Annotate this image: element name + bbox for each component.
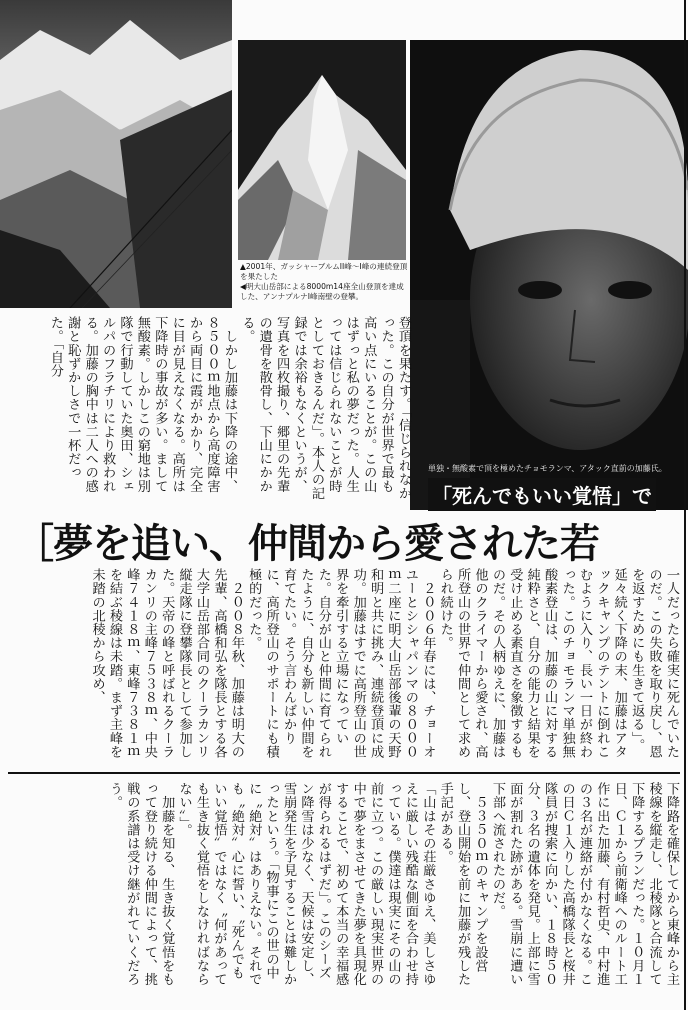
caption-annapurna: ◀明大山岳部による8000m14座全山登頂を達成した、アンナプルナI峰南壁の登攀。 xyxy=(240,282,404,301)
divider-line xyxy=(8,772,680,774)
page-border-right xyxy=(684,0,686,1010)
body-top-block: 登頂を果たす。「信じられなかった。この自分が世界で最も高い点にいることが。この山はずっと私の夢だった。人生っては信じられないことが時としておきるんだ」。本人の記録では余裕もなくというが、写真を四枚撮り、郷里の先輩の遺骨を散骨し、下山にかかる。 しかし加藤は下降の途中、８５００ｍ地点から高度障害から両目に霞がかかり、完全に目が見えなくなる。高所は下降時の事故が多い。まして無酸素。しかしこの窮地は別隊で行動していた奥田、シェルパのフラチリにより救われる。加藤の胸中は二人への感謝と恥ずかしさで一杯だった。「自分 xyxy=(47,316,411,500)
photo-climber-portrait xyxy=(410,40,688,510)
photo-gasherbrum xyxy=(0,0,232,308)
body-bottom-block: 下降路を確保してから東峰から主稜線を縦走し、北稜隊と合流して下降するプランだった。１０月１日、Ｃ１から前衛峰へのルート工作に出た加藤、有村哲史、中村進の３名が連絡が付かなくなる。この日Ｃ１入りした高橋隊長と桜井隊員が捜索に向かい、１８時５０分、３名の遺体を発見。上部に雪面が割れた跡がある。雪崩に遭い下部へ流されたのだ。 ５３５０ｍのキャンプを設営し、登山開始を前に加藤が残した手記がある。 「山はその荘厳さゆえ、美しさゆえに厳しい残酷な側面を合わせ持っている。僕達は現実にその山の前に立つ。この厳しい現実世界の中で夢をまさせてきた夢を具現化することで、初めて本当の幸福感が得られるはずだ」。このシーズン降雪は少なく、天候は安定し、雪崩発生を予見することは難しかったという。「物事にこの世の中に〝絶対〟はありえない。それでも〝絶対〟心に誓い、〝死んでもいい覚悟〟ではなく〝何があっても生き抜く覚悟をしなければならない〟」。 加藤を知る、生き抜く覚悟をもって登り続ける仲間によって、挑戦の系譜は受け継がれていくだろう。 xyxy=(107,782,679,986)
body-middle-block: 一人だったら確実に死んでいたのだ。この失敗を取り戻し、恩を返すためにも生きて返る」。延々続く下降の末、加藤はアタックキャンプのテントに倒れこむように入り、長い一日が終わった。このチョモランマ単独無酸素登山は、加藤の山に対する純粋さと、自分の能力と結果を受け止める素直さを象徴するものだ。その人柄ゆえに、加藤は他のクライマーから愛され、高所登山の世界で仲間として求められ続けた。 ２００６年春には、チョーオユーとシシャパンマの８０００ｍ二座に明大山岳部後輩の天野和明と共に挑み、連続登頂に成功。加藤はすでに高所登山の世界を牽引する立場になっていた。自分が山と仲間に育てられたように、自分も新しい仲間を育てたい。そう言わんばかりに、高所登山のサポートにも積極的だった。 ２００８年秋、加藤は明大の先輩、高橋和弘を隊長とする各大学山岳部合同のクーラカンリ縦走隊に登攀隊長として参加した。天帝の峰と呼ばれるクーラカンリの主峰７５３８ｍ、中央峰７４１８ｍ、東峰７３８１ｍを結ぶ稜線は未踏。まず主峰を未踏の北稜から攻め、 xyxy=(89,568,679,759)
caption-photo1-2 xyxy=(240,262,408,302)
caption-portrait: 単独・無酸素で頂を極めたチョモランマ、アタック直前の加藤氏。 xyxy=(428,464,667,473)
caption-gasherbrum: ▲2001年、ガッシャーブルムII峰〜I峰の連続登頂を果たした xyxy=(240,262,408,281)
headline-small: 「死んでもいい覚悟」で xyxy=(428,478,656,511)
headline-large: ［夢を追い、仲間から愛された若 xyxy=(14,521,599,567)
photo-annapurna xyxy=(238,40,406,260)
